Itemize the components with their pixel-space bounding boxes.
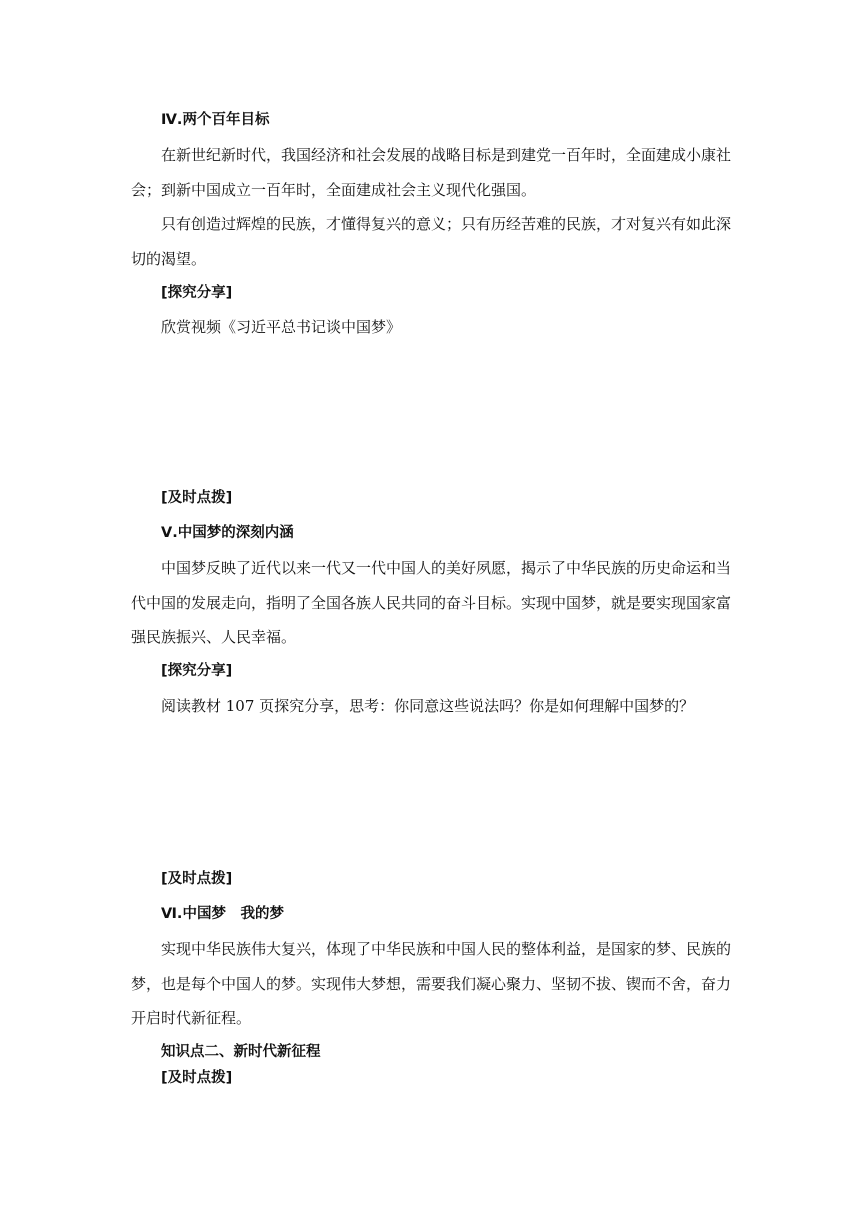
- section-5-para-line3: 强民族振兴、人民幸福。: [131, 628, 297, 646]
- timely-tip-label: [及时点拨]: [161, 1070, 233, 1086]
- section-4-para1-line1: 在新世纪新时代，我国经济和社会发展的战略目标是到建党一百年时，全面建成小康社: [161, 146, 732, 164]
- explore-share-label: [探究分享]: [161, 663, 233, 679]
- timely-tip-label: [及时点拨]: [161, 871, 233, 887]
- section-6-para-line2: 梦，也是每个中国人的梦。实现伟大梦想，需要我们凝心聚力、坚韧不拔、锲而不舍，奋力: [131, 975, 732, 993]
- knowledge-point-2-heading: 知识点二、新时代新征程: [161, 1044, 321, 1060]
- explore-share-text: 欣赏视频《习近平总书记谈中国梦》: [161, 318, 402, 336]
- section-5-heading: Ⅴ.中国梦的深刻内涵: [161, 525, 294, 541]
- section-5-para-line2: 代中国的发展走向，指明了全国各族人民共同的奋斗目标。实现中国梦，就是要实现国家富: [131, 594, 732, 612]
- explore-share-label: [探究分享]: [161, 285, 233, 301]
- section-4-para2-line1: 只有创造过辉煌的民族，才懂得复兴的意义；只有历经苦难的民族，才对复兴有如此深: [161, 215, 732, 233]
- explore-share-text: 阅读教材 107 页探究分享，思考：你同意这些说法吗？你是如何理解中国梦的？: [161, 697, 695, 715]
- section-4-para1-line2: 会；到新中国成立一百年时，全面建成社会主义现代化强国。: [131, 181, 537, 199]
- section-4-heading: Ⅳ.两个百年目标: [161, 112, 270, 128]
- section-4-para2-line2: 切的渴望。: [131, 250, 207, 268]
- timely-tip-label: [及时点拨]: [161, 490, 233, 506]
- section-6-para-line3: 开启时代新征程。: [131, 1009, 252, 1027]
- section-6-heading: Ⅵ.中国梦 我的梦: [161, 906, 284, 922]
- section-5-para-line1: 中国梦反映了近代以来一代又一代中国人的美好夙愿，揭示了中华民族的历史命运和当: [161, 559, 732, 577]
- section-6-para-line1: 实现中华民族伟大复兴，体现了中华民族和中国人民的整体利益，是国家的梦、民族的: [161, 940, 732, 958]
